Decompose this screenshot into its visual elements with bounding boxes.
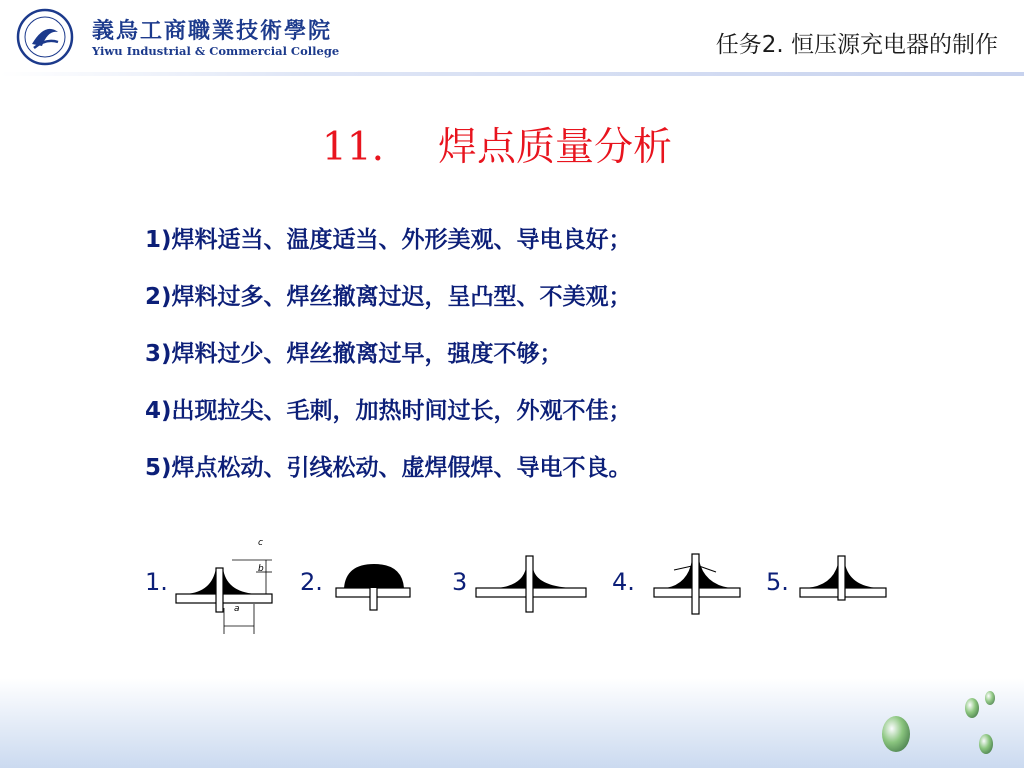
slide-header — [0, 0, 1024, 74]
quality-list — [145, 218, 885, 503]
section-title-text: 焊点质量分析 — [438, 125, 673, 170]
college-name-en: Yiwu Industrial & Commercial College — [92, 44, 340, 58]
annotation-c: c — [258, 538, 263, 548]
section-number: 11. — [322, 125, 385, 170]
solder-joint-diagrams — [0, 540, 1024, 640]
diagram-label-2: 2. — [300, 568, 323, 596]
list-item: 2)焊料过多、焊丝撤离过迟，呈凸型、不美观； — [145, 284, 632, 310]
diagram-label-1: 1. — [145, 568, 168, 596]
section-title — [322, 122, 677, 174]
solder-joint-good-icon — [172, 546, 292, 640]
college-emblem-icon — [16, 8, 74, 66]
water-drops-icon — [868, 686, 1008, 766]
diagram-label-3: 3 — [452, 568, 468, 596]
list-item: 1)焊料适当、温度适当、外形美观、导电良好； — [145, 227, 632, 253]
task-title: 任务2. 恒压源充电器的制作 — [715, 32, 998, 58]
solder-joint-insufficient-icon — [472, 546, 592, 616]
solder-joint-loose-icon — [796, 546, 892, 616]
diagram-label-5: 5. — [766, 568, 789, 596]
annotation-b: b — [258, 564, 264, 574]
college-name-cn: 義烏工商職業技術學院 — [92, 18, 333, 44]
list-item: 3)焊料过少、焊丝撤离过早，强度不够； — [145, 341, 563, 367]
solder-joint-spike-icon — [650, 546, 746, 626]
annotation-a: a — [234, 604, 240, 614]
list-item: 4)出现拉尖、毛刺，加热时间过长，外观不佳； — [145, 398, 632, 424]
header-divider — [0, 72, 1024, 76]
diagram-label-4: 4. — [612, 568, 635, 596]
solder-joint-excess-icon — [334, 546, 414, 616]
list-item: 5)焊点松动、引线松动、虚焊假焊、导电不良。 — [145, 455, 632, 481]
